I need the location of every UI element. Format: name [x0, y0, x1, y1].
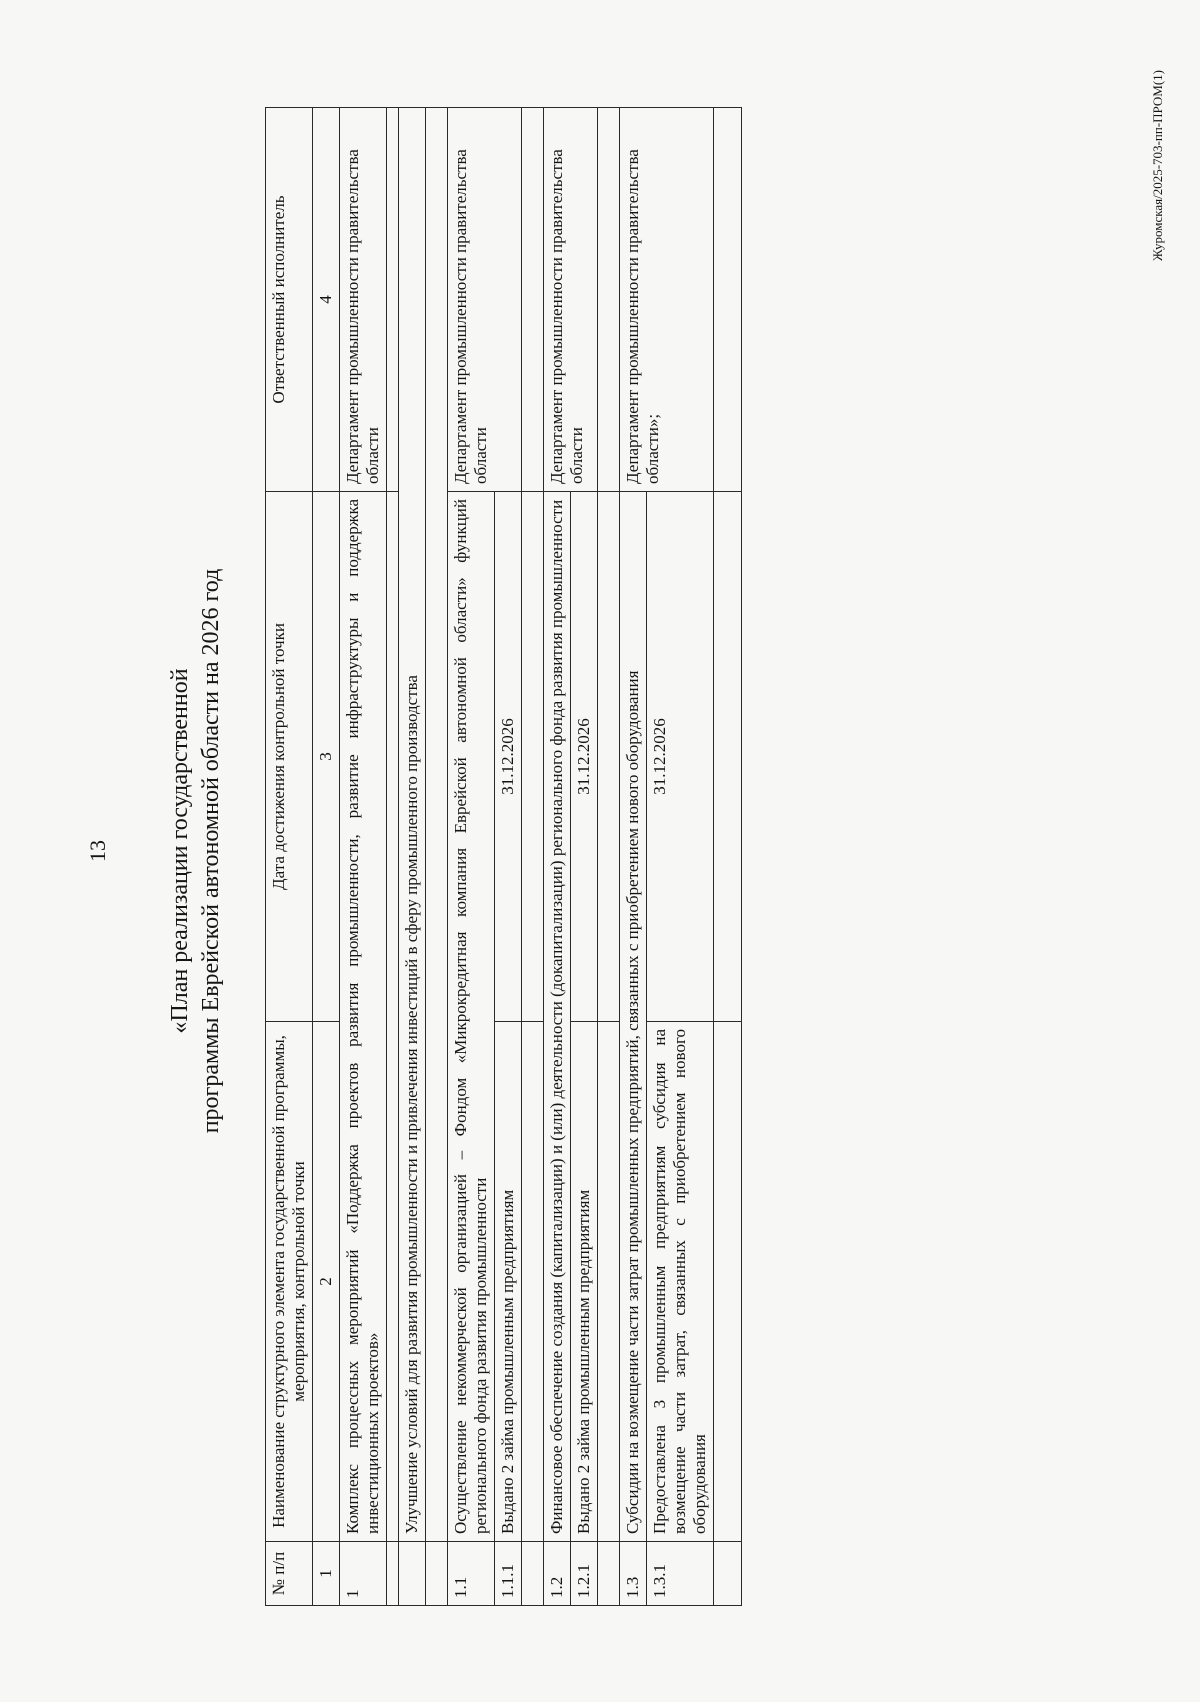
row-num: 1.2 — [544, 1542, 571, 1606]
table-row-spacer — [714, 108, 742, 1606]
table-row — [340, 108, 387, 1606]
row-num: 1 — [340, 1542, 387, 1606]
section-num-cell — [399, 1542, 426, 1606]
title-line-2: программы Еврейской автономной области на 2026 год — [198, 568, 224, 1134]
index-cell: 4 — [313, 108, 340, 492]
row-num: 1.1.1 — [495, 1542, 522, 1606]
index-cell: 3 — [313, 492, 340, 1022]
row-num: 1.2.1 — [571, 1542, 598, 1606]
table-row-spacer — [522, 108, 544, 1606]
row-date: 31.12.2026 — [495, 492, 522, 1022]
row-name: Выдано 2 займа промышленным предприятиям — [495, 1022, 522, 1542]
index-cell: 2 — [313, 1022, 340, 1542]
row-name: Субсидии на возмещение части затрат промышленных предприятий, связанных с приобретением нового оборудования — [620, 492, 647, 1542]
row-name: Выдано 2 займа промышленным предприятиям — [571, 1022, 598, 1542]
row-responsible: Департамент промышленности правительства области — [448, 108, 522, 492]
page-number: 13 — [85, 840, 110, 862]
header-num: № п/п — [266, 1542, 313, 1606]
row-name: Предоставлена 3 промышленным предприятиям субсидия на возмещение части затрат, связанных с приобретением нового оборудования — [647, 1022, 714, 1542]
table-row — [620, 108, 647, 1606]
row-num: 1.1 — [448, 1542, 495, 1606]
row-name: Осуществление некоммерческой организацией – Фондом «Микрокредитная компания Еврейской автономной области» функций регионального фонда развития промышленности — [448, 492, 495, 1542]
section-row — [399, 108, 426, 1606]
table-row — [448, 108, 495, 1606]
table-row-spacer — [387, 108, 399, 1606]
table-row — [544, 108, 571, 1606]
header-responsible: Ответственный исполнитель — [266, 108, 313, 492]
plan-table — [265, 107, 742, 1606]
document-code: Журомская/2025-703-пп-ПРОМ(1) — [1150, 70, 1165, 262]
document-title — [165, 0, 227, 1702]
row-num: 1.3.1 — [647, 1542, 714, 1606]
row-name: Комплекс процессных мероприятий «Поддержка проектов развития промышленности, развитие инфраструктуры и поддержка инвестиционных проектов» — [340, 492, 387, 1542]
row-responsible: Департамент промышленности правительства области»; — [620, 108, 714, 492]
row-num: 1.3 — [620, 1542, 647, 1606]
row-name: Финансовое обеспечение создания (капитализации) и (или) деятельности (докапитализации) регионального фонда развития промышленности — [544, 492, 571, 1542]
row-responsible: Департамент промышленности правительства области — [544, 108, 598, 492]
header-date: Дата достижения контрольной точки — [266, 492, 313, 1022]
table-row-spacer — [598, 108, 620, 1606]
header-name: Наименование структурного элемента государственной программы, мероприятия, контрольной точки — [266, 1022, 313, 1542]
row-responsible: Департамент промышленности правительства области — [340, 108, 387, 492]
title-line-1: «План реализации государственной — [167, 668, 193, 1034]
row-date: 31.12.2026 — [647, 492, 714, 1022]
index-row — [313, 108, 340, 1606]
row-date: 31.12.2026 — [571, 492, 598, 1022]
table-row-spacer — [426, 108, 448, 1606]
header-row — [266, 108, 313, 1606]
section-title: Улучшение условий для развития промышленности и привлечения инвестиций в сферу промышленного производства — [399, 108, 426, 1542]
index-cell: 1 — [313, 1542, 340, 1606]
